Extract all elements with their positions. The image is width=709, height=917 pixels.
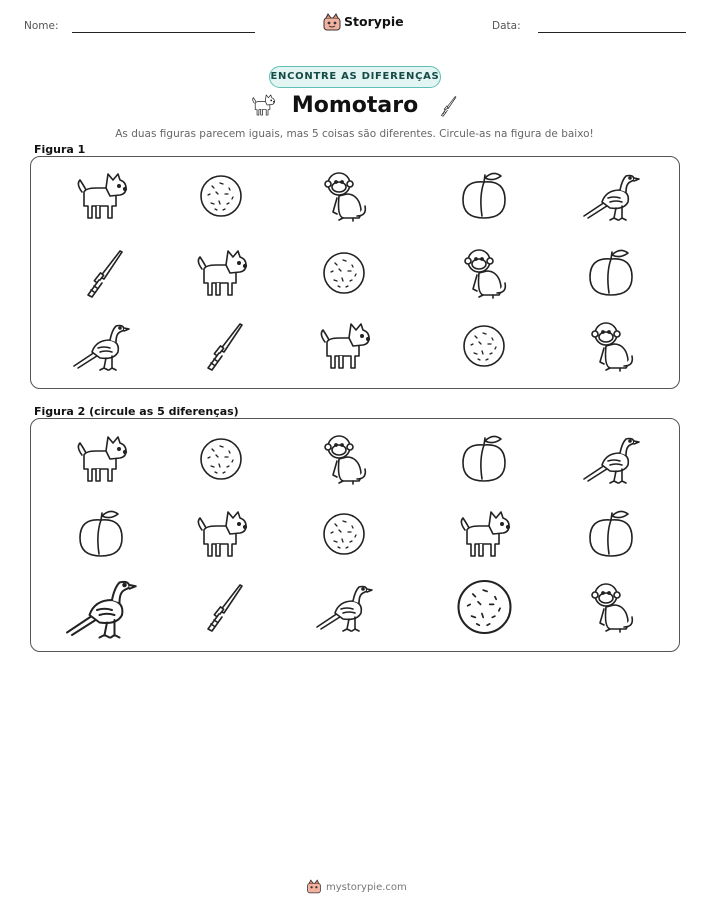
pheasant-icon [66,316,136,376]
brand-name: Storypie [344,14,404,29]
footer-site: mystorypie.com [326,882,407,893]
name-line[interactable] [72,32,255,33]
storypie-logo-icon [322,13,342,31]
monkey-icon [449,243,519,303]
katana-icon [186,316,256,376]
dango-icon[interactable] [186,429,256,489]
dango-icon[interactable] [439,568,530,646]
monkey-icon [576,316,646,376]
monkey-icon[interactable] [309,429,379,489]
dog-icon[interactable] [449,504,519,564]
date-line[interactable] [538,32,686,33]
monkey-icon [309,166,379,226]
peach-icon [449,166,519,226]
worksheet-title: Momotaro [291,93,419,118]
dango-icon [449,316,519,376]
pheasant-icon [576,166,646,226]
katana-icon[interactable] [186,577,256,637]
dango-icon[interactable] [309,504,379,564]
dog-icon [186,243,256,303]
name-label: Nome: [24,20,59,32]
storypie-footer-logo-icon [306,879,322,894]
instructions: As duas figuras parecem iguais, mas 5 coisas são diferentes. Circule-as na figura de baixo! [115,128,594,140]
date-label: Data: [492,20,521,32]
figure2-label: Figura 2 (circule as 5 diferenças) [34,405,239,418]
pheasant-icon[interactable] [309,577,379,637]
pheasant-icon[interactable] [576,429,646,489]
katana-icon [66,243,136,303]
dango-icon [186,166,256,226]
worksheet-badge: ENCONTRE AS DIFERENÇAS [269,66,441,88]
peach-icon[interactable] [449,429,519,489]
dog-icon [66,166,136,226]
dango-icon [309,243,379,303]
figure2-panel[interactable] [30,418,680,652]
peach-icon[interactable] [576,504,646,564]
figure1-label: Figura 1 [34,143,86,156]
dog-icon[interactable] [186,504,256,564]
dog-icon[interactable] [66,429,136,489]
peach-icon [576,243,646,303]
katana-icon [432,92,462,120]
peach-icon[interactable] [66,504,136,564]
pheasant-icon[interactable] [57,570,145,645]
dog-icon [309,316,379,376]
figure1-panel [30,156,680,389]
monkey-icon[interactable] [576,577,646,637]
